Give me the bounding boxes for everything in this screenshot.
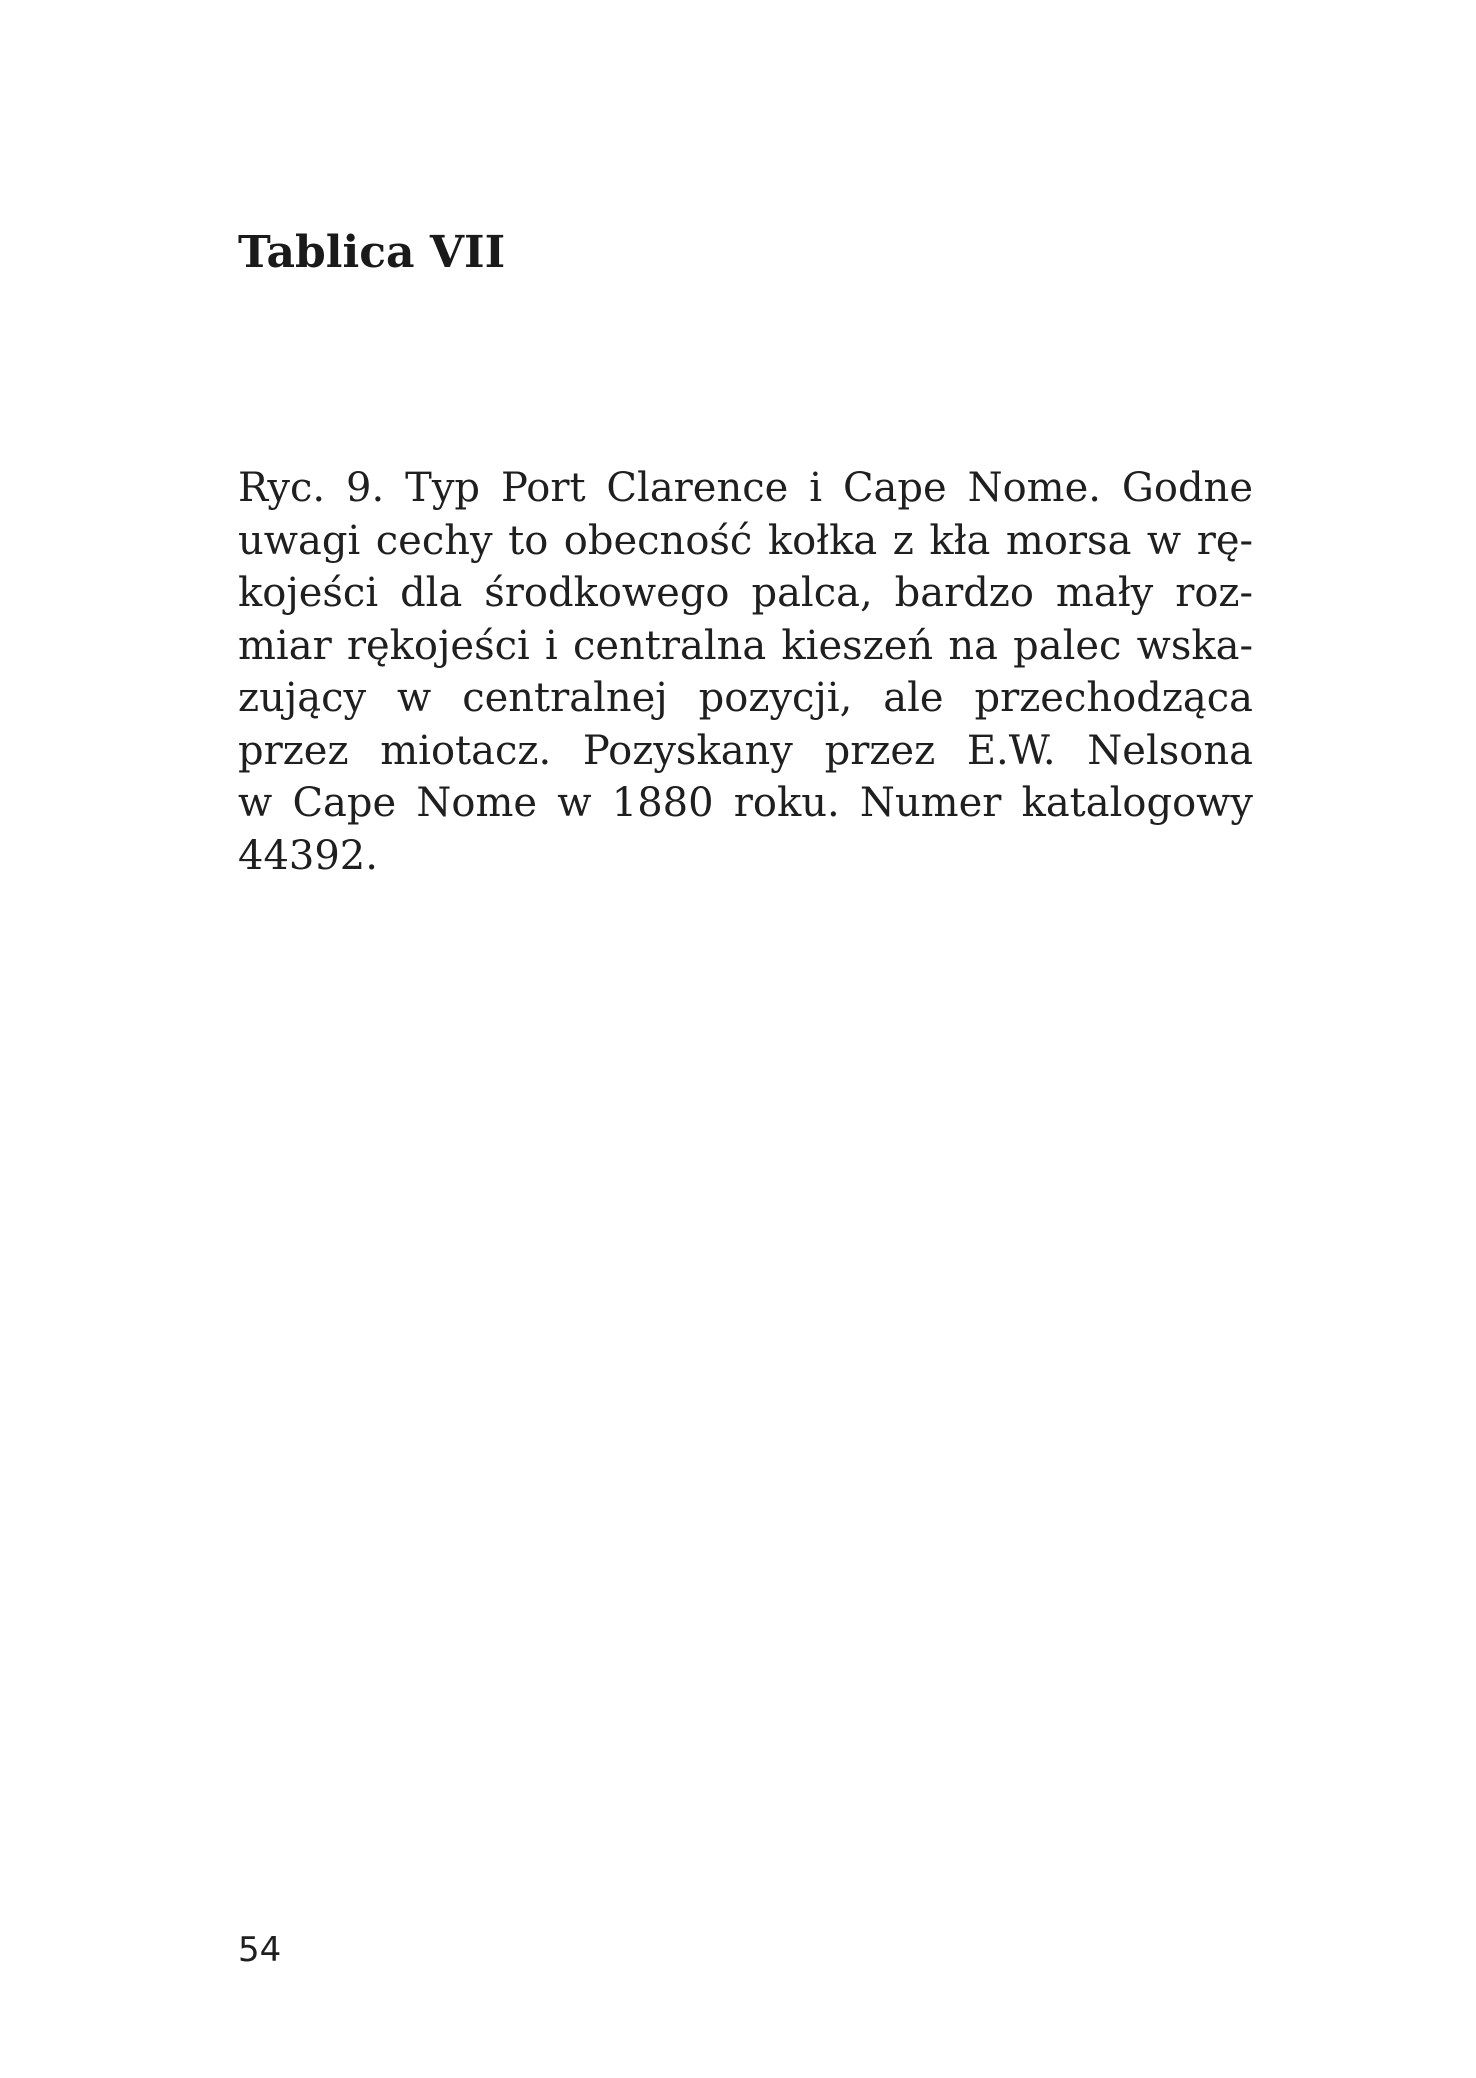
caption-line: Ryc. 9. Typ Port Clarence i Cape Nome. Godne [238, 465, 1253, 511]
caption-line: uwagi cechy to obecność kołka z kła morsa w rę- [238, 517, 1253, 564]
caption-line: 44392. [238, 832, 378, 879]
page-number: 54 [238, 1930, 282, 1970]
plate-heading: Tablica VII [238, 227, 506, 278]
caption-line: miar rękojeści i centralna kieszeń na palec wska- [238, 622, 1253, 669]
caption-line: przez miotacz. Pozyskany przez E.W. Nelsona [238, 727, 1253, 774]
caption-line: kojeści dla środkowego palca, bardzo mały roz- [238, 570, 1253, 616]
caption-line: w Cape Nome w 1880 roku. Numer katalogowy [238, 780, 1253, 826]
caption-line: zujący w centralnej pozycji, ale przechodząca [238, 675, 1253, 721]
figure-caption [238, 462, 1253, 882]
